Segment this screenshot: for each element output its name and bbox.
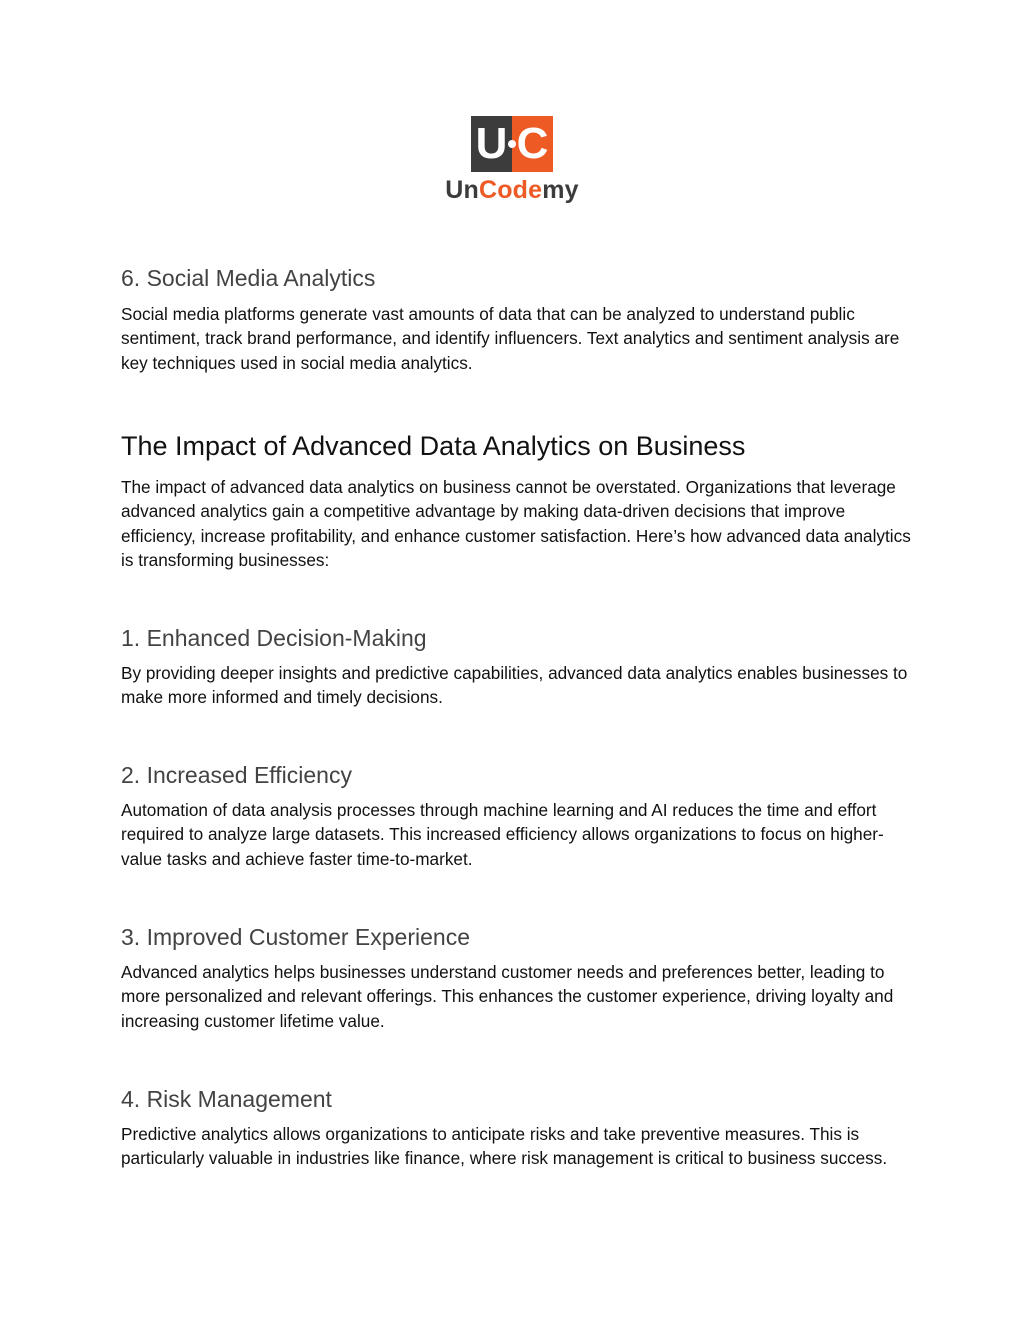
uncodemy-logo [443, 116, 581, 208]
logo-mark-right: C [512, 116, 553, 172]
section-body-efficiency: Automation of data analysis processes through machine learning and AI reduces the time and effort required to analyze large datasets. This increased efficiency allows organizations to focus on higher-value tasks and achieve faster time-to-market. [121, 800, 884, 869]
section-heading-impact: The Impact of Advanced Data Analytics on Business [121, 431, 746, 461]
logo-mark [471, 116, 553, 172]
logo-word-part1: Un [445, 176, 479, 204]
logo-dot-icon [508, 140, 516, 148]
section-body-social-media-analytics: Social media platforms generate vast amounts of data that can be analyzed to understand public sentiment, track brand performance, and identify influencers. Text analytics and sentiment analysis are key techniques used in social media analytics. [121, 304, 900, 373]
logo-word-part2: Code [478, 176, 543, 204]
logo-mark-left: U [471, 116, 512, 172]
section-body-risk-management: Predictive analytics allows organizations to anticipate risks and take preventive measures. This is particularly valuable in industries like finance, where risk management is critical to business success. [121, 1124, 888, 1169]
section-heading-social-media-analytics: 6. Social Media Analytics [121, 265, 376, 291]
section-heading-risk-management: 4. Risk Management [121, 1086, 332, 1112]
section-body-decision-making: By providing deeper insights and predictive capabilities, advanced data analytics enables businesses to make more informed and timely decisions. [121, 663, 908, 708]
section-heading-efficiency: 2. Increased Efficiency [121, 762, 352, 788]
section-heading-customer-experience: 3. Improved Customer Experience [121, 924, 470, 950]
section-body-customer-experience: Advanced analytics helps businesses understand customer needs and preferences better, leading to more personalized and relevant offerings. This enhances the customer experience, driving loyalty and increasing customer lifetime value. [121, 962, 894, 1031]
logo-word-part3: my [542, 176, 579, 204]
logo-wordmark [443, 174, 581, 206]
section-body-impact: The impact of advanced data analytics on business cannot be overstated. Organizations that leverage advanced analytics gain a competitive advantage by making data-driven decisions that improve efficiency, increase profitability, and enhance customer satisfaction. Here’s how advanced data analytics is transforming businesses: [121, 477, 911, 570]
section-heading-decision-making: 1. Enhanced Decision-Making [121, 625, 427, 651]
